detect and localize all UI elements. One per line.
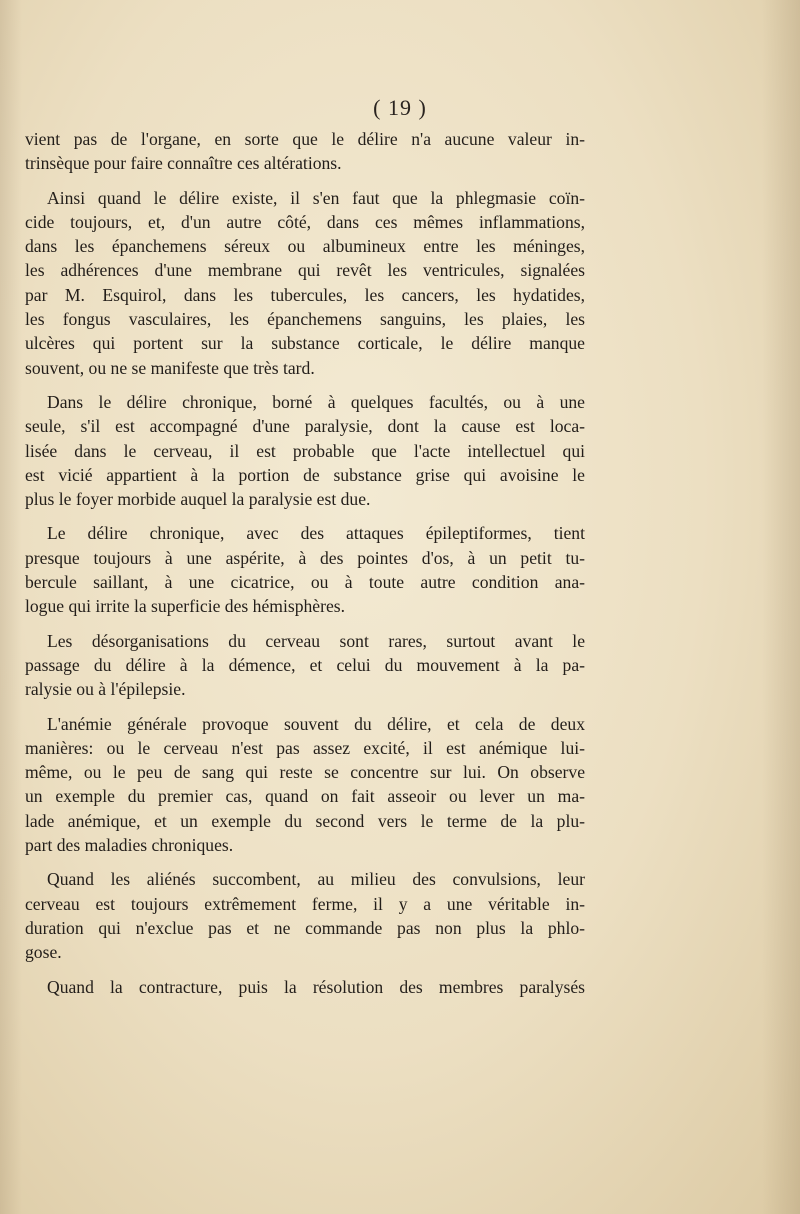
body-text [25, 127, 585, 999]
text-line: souvent, ou ne se manifeste que très tard. [25, 357, 315, 378]
text-line: Ainsi quand le délire existe, il s'en faut que la phlegmasie coïn- [47, 187, 585, 208]
page-number: ( 19 ) [373, 95, 427, 120]
text-line: Quand la contracture, puis la résolution des membres paralysés [47, 976, 585, 997]
text-line: L'anémie générale provoque souvent du délire, et cela de deux [47, 713, 585, 734]
paragraph-2 [25, 186, 585, 380]
text-line: dans les épanchemens séreux ou albumineux entre les méninges, [25, 236, 585, 257]
text-line: ralysie ou à l'épilepsie. [25, 679, 186, 700]
page-shadow-right [762, 0, 800, 1214]
paragraph-5 [25, 629, 585, 702]
text-line: bercule saillant, à une cicatrice, ou à toute autre condition ana- [25, 572, 585, 593]
text-line: manières: ou le cerveau n'est pas assez excité, il est anémique lui- [25, 737, 585, 758]
text-line: Dans le délire chronique, borné à quelques facultés, ou à une [47, 391, 585, 412]
paragraph-4 [25, 521, 585, 618]
paragraph-3 [25, 390, 585, 511]
text-line: gose. [25, 942, 62, 963]
text-line: par M. Esquirol, dans les tubercules, les cancers, les hydatides, [25, 284, 585, 305]
paragraph-7 [25, 867, 585, 964]
text-line: est vicié appartient à la portion de substance grise qui avoisine le [25, 464, 585, 485]
text-line: part des maladies chroniques. [25, 835, 234, 856]
text-line: Quand les aliénés succombent, au milieu des convulsions, leur [47, 869, 585, 890]
text-line: les adhérences d'une membrane qui revêt les ventricules, signalées [25, 260, 585, 281]
text-line: cerveau est toujours extrêmement ferme, il y a une véritable in- [25, 893, 585, 914]
text-line: ulcères qui portent sur la substance corticale, le délire manque [25, 333, 585, 354]
paragraph-6 [25, 712, 585, 858]
text-line: les fongus vasculaires, les épanchemens sanguins, les plaies, les [25, 309, 585, 330]
text-line: vient pas de l'organe, en sorte que le délire n'a aucune valeur in- [25, 129, 585, 149]
text-line: presque toujours à une aspérite, à des pointes d'os, à un petit tu- [25, 547, 585, 568]
text-line: lisée dans le cerveau, il est probable que l'acte intellectuel qui [25, 440, 585, 461]
text-line: duration qui n'exclue pas et ne commande pas non plus la phlo- [25, 917, 585, 938]
text-line: même, ou le peu de sang qui reste se concentre sur lui. On observe [25, 762, 585, 783]
text-line: plus le foyer morbide auquel la paralysie est due. [25, 489, 371, 510]
text-line: passage du délire à la démence, et celui du mouvement à la pa- [25, 654, 585, 675]
text-line: trinsèque pour faire connaître ces altérations. [25, 153, 342, 174]
text-line: lade anémique, et un exemple du second vers le terme de la plu- [25, 810, 585, 831]
text-line: un exemple du premier cas, quand on fait asseoir ou lever un ma- [25, 786, 585, 807]
text-line: seule, s'il est accompagné d'une paralysie, dont la cause est loca- [25, 416, 585, 437]
text-line: cide toujours, et, d'un autre côté, dans ces mêmes inflammations, [25, 211, 585, 232]
text-line: logue qui irrite la superficie des hémisphères. [25, 596, 346, 617]
text-line: Le délire chronique, avec des attaques épileptiformes, tient [47, 523, 585, 544]
page-shadow-left [0, 0, 22, 1214]
paragraph-8 [25, 975, 585, 999]
text-line: Les désorganisations du cerveau sont rares, surtout avant le [47, 630, 585, 651]
paragraph-1 [25, 127, 585, 176]
